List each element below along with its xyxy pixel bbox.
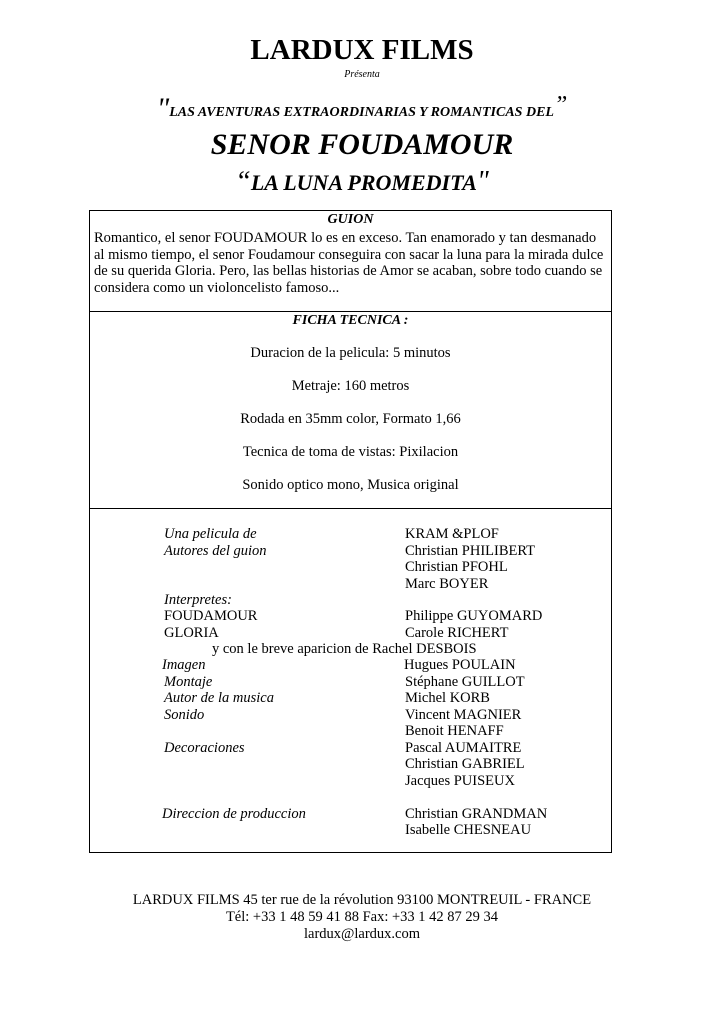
episode-title xyxy=(0,166,724,198)
credit-writer-2: Christian PFOHL xyxy=(405,559,508,575)
tag-open-quote: “ xyxy=(235,166,251,197)
credit-role-1: FOUDAMOUR xyxy=(164,608,258,624)
footer-phone: Tél: +33 1 48 59 41 88 Fax: +33 1 42 87 29 34 xyxy=(225,909,499,925)
footer-email[interactable]: lardux@lardux.com xyxy=(303,926,421,942)
credit-cameo: y con le breve aparicion de Rachel DESBOIS xyxy=(212,641,477,657)
footer-address: LARDUX FILMS 45 ter rue de la révolution 93100 MONTREUIL - FRANCE xyxy=(132,892,592,908)
credit-sets-2: Christian GABRIEL xyxy=(405,756,525,772)
series-title xyxy=(0,92,724,126)
episode-text: LA LUNA PROMEDITA xyxy=(250,170,477,195)
credit-production-1: Christian GRANDMAN xyxy=(405,806,548,822)
tag-close-quote: " xyxy=(476,166,489,197)
credit-label-sound: Sonido xyxy=(164,707,205,723)
credit-actor-1: Philippe GUYOMARD xyxy=(405,608,543,624)
credit-writer-3: Marc BOYER xyxy=(405,576,489,592)
credit-sets-1: Pascal AUMAITRE xyxy=(405,740,522,756)
credit-writer-1: Christian PHILIBERT xyxy=(405,543,536,559)
credit-label-writers: Autores del guion xyxy=(164,543,267,559)
credit-sound-1: Vincent MAGNIER xyxy=(405,707,522,723)
tech-duration: Duracion de la pelicula: 5 minutos xyxy=(250,345,451,361)
credit-value-image: Hugues POULAIN xyxy=(404,657,516,673)
synopsis-text: Romantico, el senor FOUDAMOUR lo es en exceso. Tan enamorado y tan desmanado al mismo tiempo, el senor Foudamour conseguira con sacar la luna para la mirada dulce de su querida Gloria. Pero, las bellas historias de Amor se acaban, sobre todo cuando se considera como un violoncelisto famoso... xyxy=(94,230,604,296)
series-text: LAS AVENTURAS EXTRAORDINARIAS Y ROMANTICAS DEL xyxy=(169,105,554,120)
credit-sets-3: Jacques PUISEUX xyxy=(405,773,515,789)
guion-heading: GUION xyxy=(327,212,374,227)
credit-label-film: Una pelicula de xyxy=(164,526,257,542)
tech-sound: Sonido optico mono, Musica original xyxy=(242,477,459,493)
credit-actor-2: Carole RICHERT xyxy=(405,625,509,641)
credit-label-image: Imagen xyxy=(162,657,206,673)
credit-label-sets: Decoraciones xyxy=(164,740,245,756)
credit-production-2: Isabelle CHESNEAU xyxy=(405,822,532,838)
company-name: LARDUX FILMS xyxy=(250,34,474,66)
tech-format: Rodada en 35mm color, Formato 1,66 xyxy=(240,411,461,427)
credit-sound-2: Benoit HENAFF xyxy=(405,723,504,739)
close-quote: ” xyxy=(553,92,568,118)
film-title: SENOR FOUDAMOUR xyxy=(210,128,514,161)
credit-label-production: Direccion de produccion xyxy=(162,806,306,822)
credit-value-editing: Stéphane GUILLOT xyxy=(405,674,525,690)
ficha-heading: FICHA TECNICA : xyxy=(292,313,409,328)
open-quote: " xyxy=(156,92,170,125)
credit-label-music: Autor de la musica xyxy=(164,690,274,706)
tech-technique: Tecnica de toma de vistas: Pixilacion xyxy=(242,444,459,460)
tech-length: Metraje: 160 metros xyxy=(291,378,410,394)
divider-1 xyxy=(90,311,611,312)
credit-label-cast: Interpretes: xyxy=(164,592,232,608)
credit-label-editing: Montaje xyxy=(164,674,213,690)
presents-label: Présenta xyxy=(344,69,380,80)
credit-role-2: GLORIA xyxy=(164,625,219,641)
credit-value-film: KRAM &PLOF xyxy=(405,526,499,542)
info-box xyxy=(89,210,612,853)
credit-value-music: Michel KORB xyxy=(405,690,490,706)
divider-2 xyxy=(90,508,611,509)
